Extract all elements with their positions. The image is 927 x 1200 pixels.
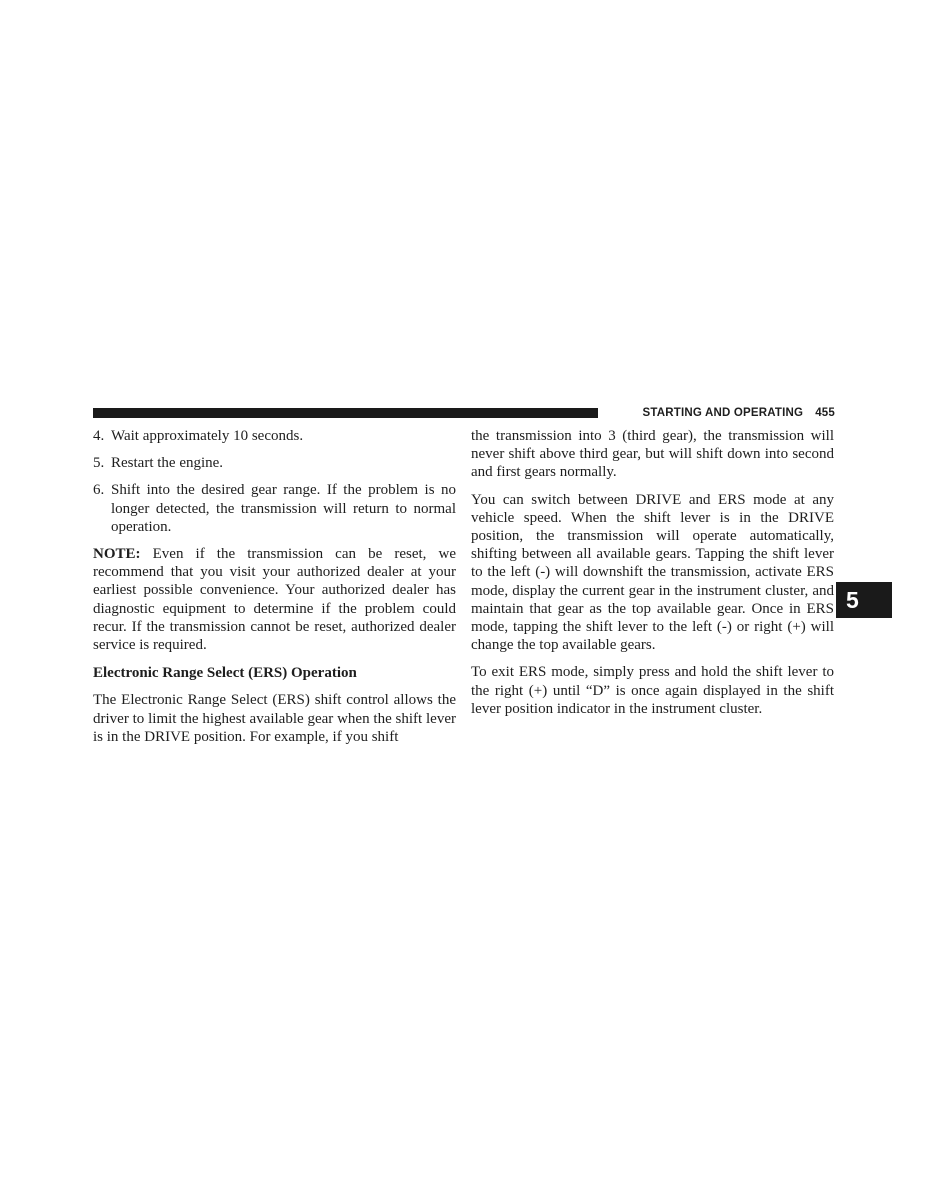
- step-number: 6.: [93, 482, 105, 499]
- right-column: [471, 427, 834, 718]
- exit-mode-paragraph: To exit ERS mode, simply press and hold the shift lever to the right (+) until “D” is once again displayed in the shift lever position indicator in the instrument cluster.: [471, 664, 834, 717]
- ers-intro-paragraph: The Electronic Range Select (ERS) shift control allows the driver to limit the highest available gear when the shift lever is in the DRIVE position. For example, if you shift: [93, 692, 456, 745]
- header-rule: [93, 408, 598, 418]
- note-label: NOTE:: [93, 546, 141, 563]
- step-5: [93, 454, 456, 472]
- step-number: 5.: [93, 455, 105, 472]
- section-title: STARTING AND OPERATING: [642, 407, 804, 419]
- section-heading: Electronic Range Select (ERS) Operation: [93, 665, 357, 682]
- step-text: Shift into the desired gear range. If the problem is no longer detected, the transmission will return to normal operation.: [111, 482, 456, 535]
- note-paragraph: [93, 545, 456, 654]
- left-column: [93, 427, 456, 746]
- step-text: Wait approximately 10 seconds.: [111, 428, 304, 444]
- step-4: [93, 427, 456, 445]
- running-header: [606, 405, 835, 421]
- note-text: Even if the transmission can be reset, we recommend that you visit your authorized dealer at your earliest possible convenience. Your authorized dealer has diagnostic equipment to determine if the problem could recur. If the transmission cannot be reset, authorized dealer service is required.: [93, 546, 456, 654]
- continued-paragraph: the transmission into 3 (third gear), the transmission will never shift above third gear, but will shift down into second and first gears normally.: [471, 428, 834, 481]
- step-number: 4.: [93, 428, 105, 444]
- step-text: Restart the engine.: [111, 455, 224, 472]
- switch-mode-paragraph: You can switch between DRIVE and ERS mode at any vehicle speed. When the shift lever is in the DRIVE position, the transmission will operate automatically, shifting between all available gears. Tapping the shift lever to the left (-) will downshift the transmission, activate ERS mode, display the current gear in the instrument cluster, and maintain that gear as the top available gear. Once in ERS mode, tapping the shift lever to the left (-) or right (+) will change the top available gears.: [471, 491, 834, 654]
- chapter-tab: 5: [836, 582, 892, 618]
- page-number: 455: [815, 407, 835, 419]
- step-6: [93, 481, 456, 536]
